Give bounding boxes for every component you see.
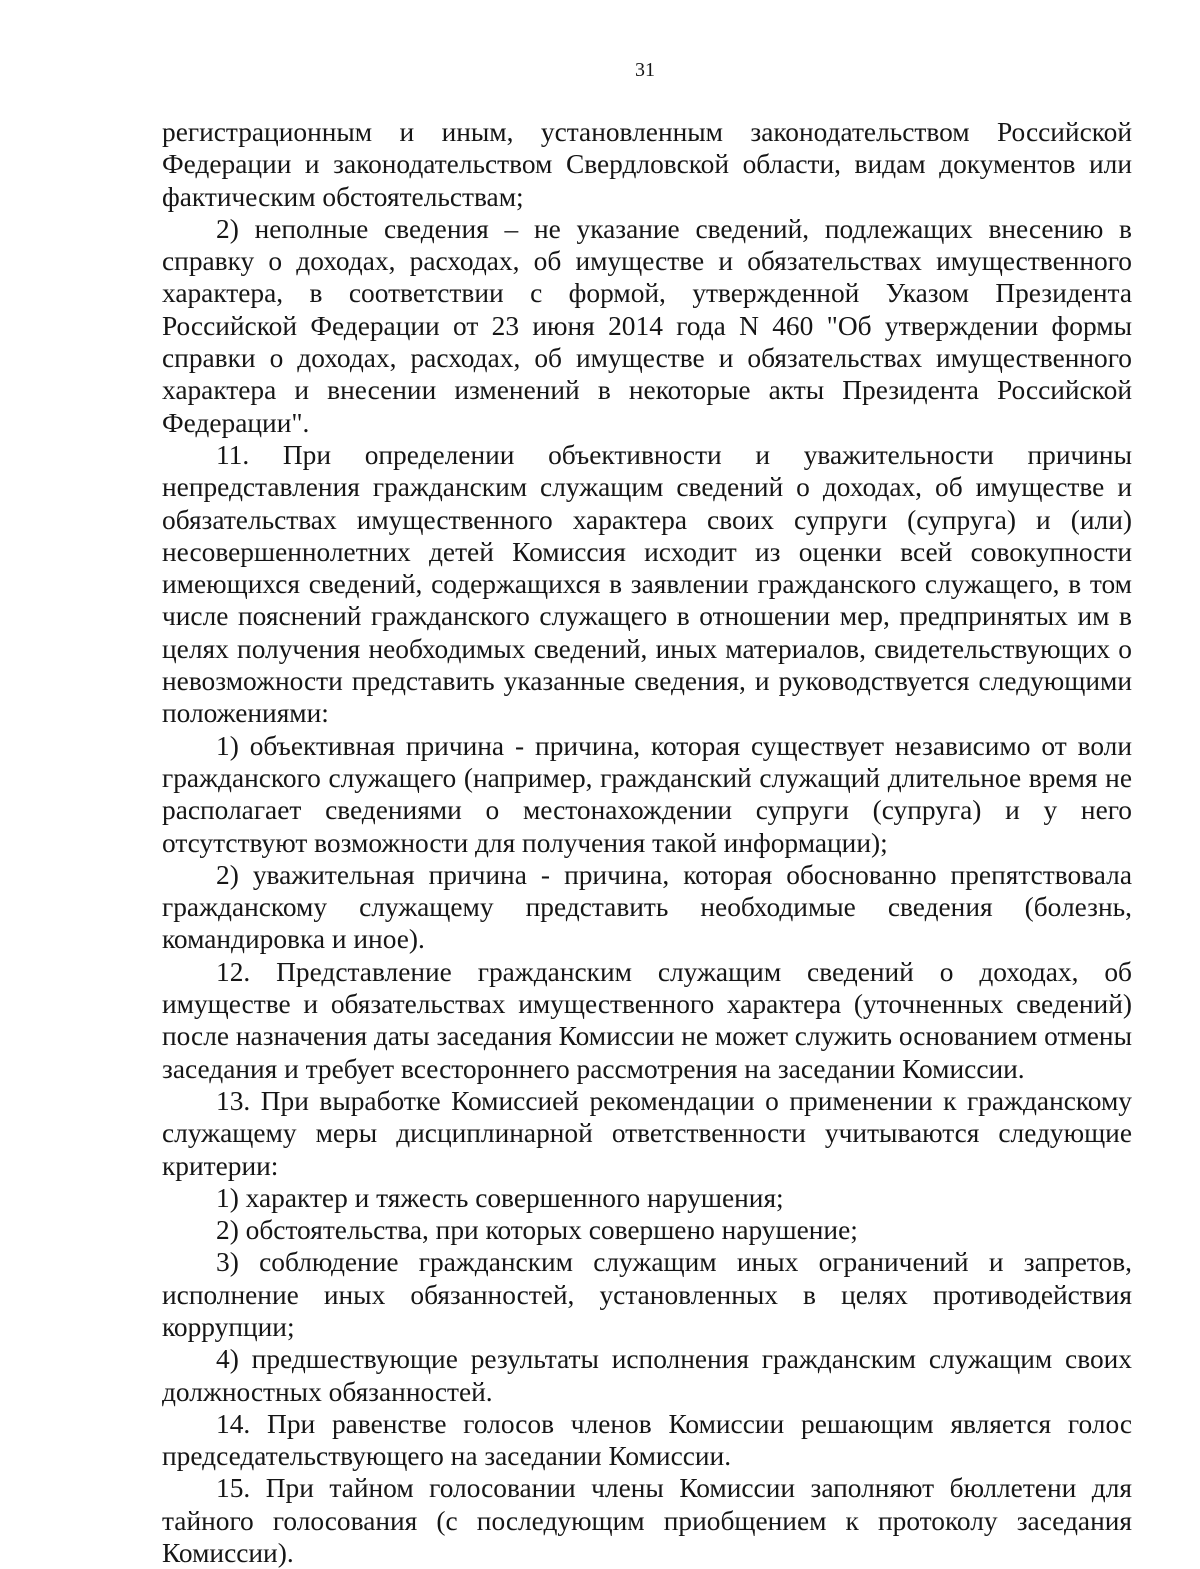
- paragraph-incomplete-info: 2) неполные сведения – не указание сведений, подлежащих внесению в справку о доходах, расходах, об имуществе и обязательствах имущественного характера, в соответствии с формой, утвержденной Указом Президента Российской Федерации от 23 июня 2014 года N 460 "Об утверждении формы справки о доходах, расходах, об имуществе и обязательствах имущественного характера и внесении изменений в некоторые акты Президента Российской Федерации".: [162, 213, 1132, 438]
- paragraph-item-14: 14. При равенстве голосов членов Комиссии решающим является голос председательствующего на заседании Комиссии.: [162, 1408, 1132, 1472]
- criterion-1: 1) характер и тяжесть совершенного нарушения;: [216, 1182, 784, 1213]
- paragraph-item-12: 12. Представление гражданским служащим сведений о доходах, об имуществе и обязательствах имущественного характера (уточненных сведений) после назначения даты заседания Комиссии не может служить основанием отмены заседания и требует всестороннего рассмотрения на заседании Комиссии.: [162, 956, 1132, 1084]
- page-number: 31: [635, 59, 655, 81]
- paragraph-valid-reason: 2) уважительная причина - причина, которая обоснованно препятствовала гражданскому служащему представить необходимые сведения (болезнь, командировка и иное).: [162, 859, 1132, 955]
- document-body: [162, 116, 1132, 1569]
- criterion-3: 3) соблюдение гражданским служащим иных ограничений и запретов, исполнение иных обязанностей, установленных в целях противодействия коррупции;: [162, 1247, 1132, 1342]
- paragraph-item-13: 13. При выработке Комиссией рекомендации о применении к гражданскому служащему меры дисциплинарной ответственности учитываются следующие критерии:: [162, 1085, 1132, 1181]
- paragraph-objective-reason: 1) объективная причина - причина, которая существует независимо от воли гражданского служащего (например, гражданский служащий длительное время не располагает сведениями о местонахождении супруги (супруга) и у него отсутствуют возможности для получения такой информации);: [162, 730, 1132, 858]
- paragraph-item-15: 15. При тайном голосовании члены Комиссии заполняют бюллетени для тайного голосования (с последующим приобщением к протоколу заседания Комиссии).: [162, 1473, 1132, 1569]
- criterion-4: 4) предшествующие результаты исполнения гражданским служащим своих должностных обязанностей.: [162, 1344, 1132, 1407]
- paragraph-continuation: регистрационным и иным, установленным законодательством Российской Федерации и законодательством Свердловской области, видам документов или фактическим обстоятельствам;: [162, 117, 1132, 212]
- paragraph-item-11: 11. При определении объективности и уважительности причины непредставления гражданским служащим сведений о доходах, об имуществе и обязательствах имущественного характера своих супруги (супруга) и (или) несовершеннолетних детей Комиссия исходит из оценки всей совокупности имеющихся сведений, содержащихся в заявлении гражданского служащего, в том числе пояснений гражданского служащего в отношении мер, предпринятых им в целях получения необходимых сведений, иных материалов, свидетельствующих о невозможности представить указанные сведения, и руководствуется следующими положениями:: [162, 439, 1132, 729]
- criterion-2: 2) обстоятельства, при которых совершено нарушение;: [216, 1215, 858, 1246]
